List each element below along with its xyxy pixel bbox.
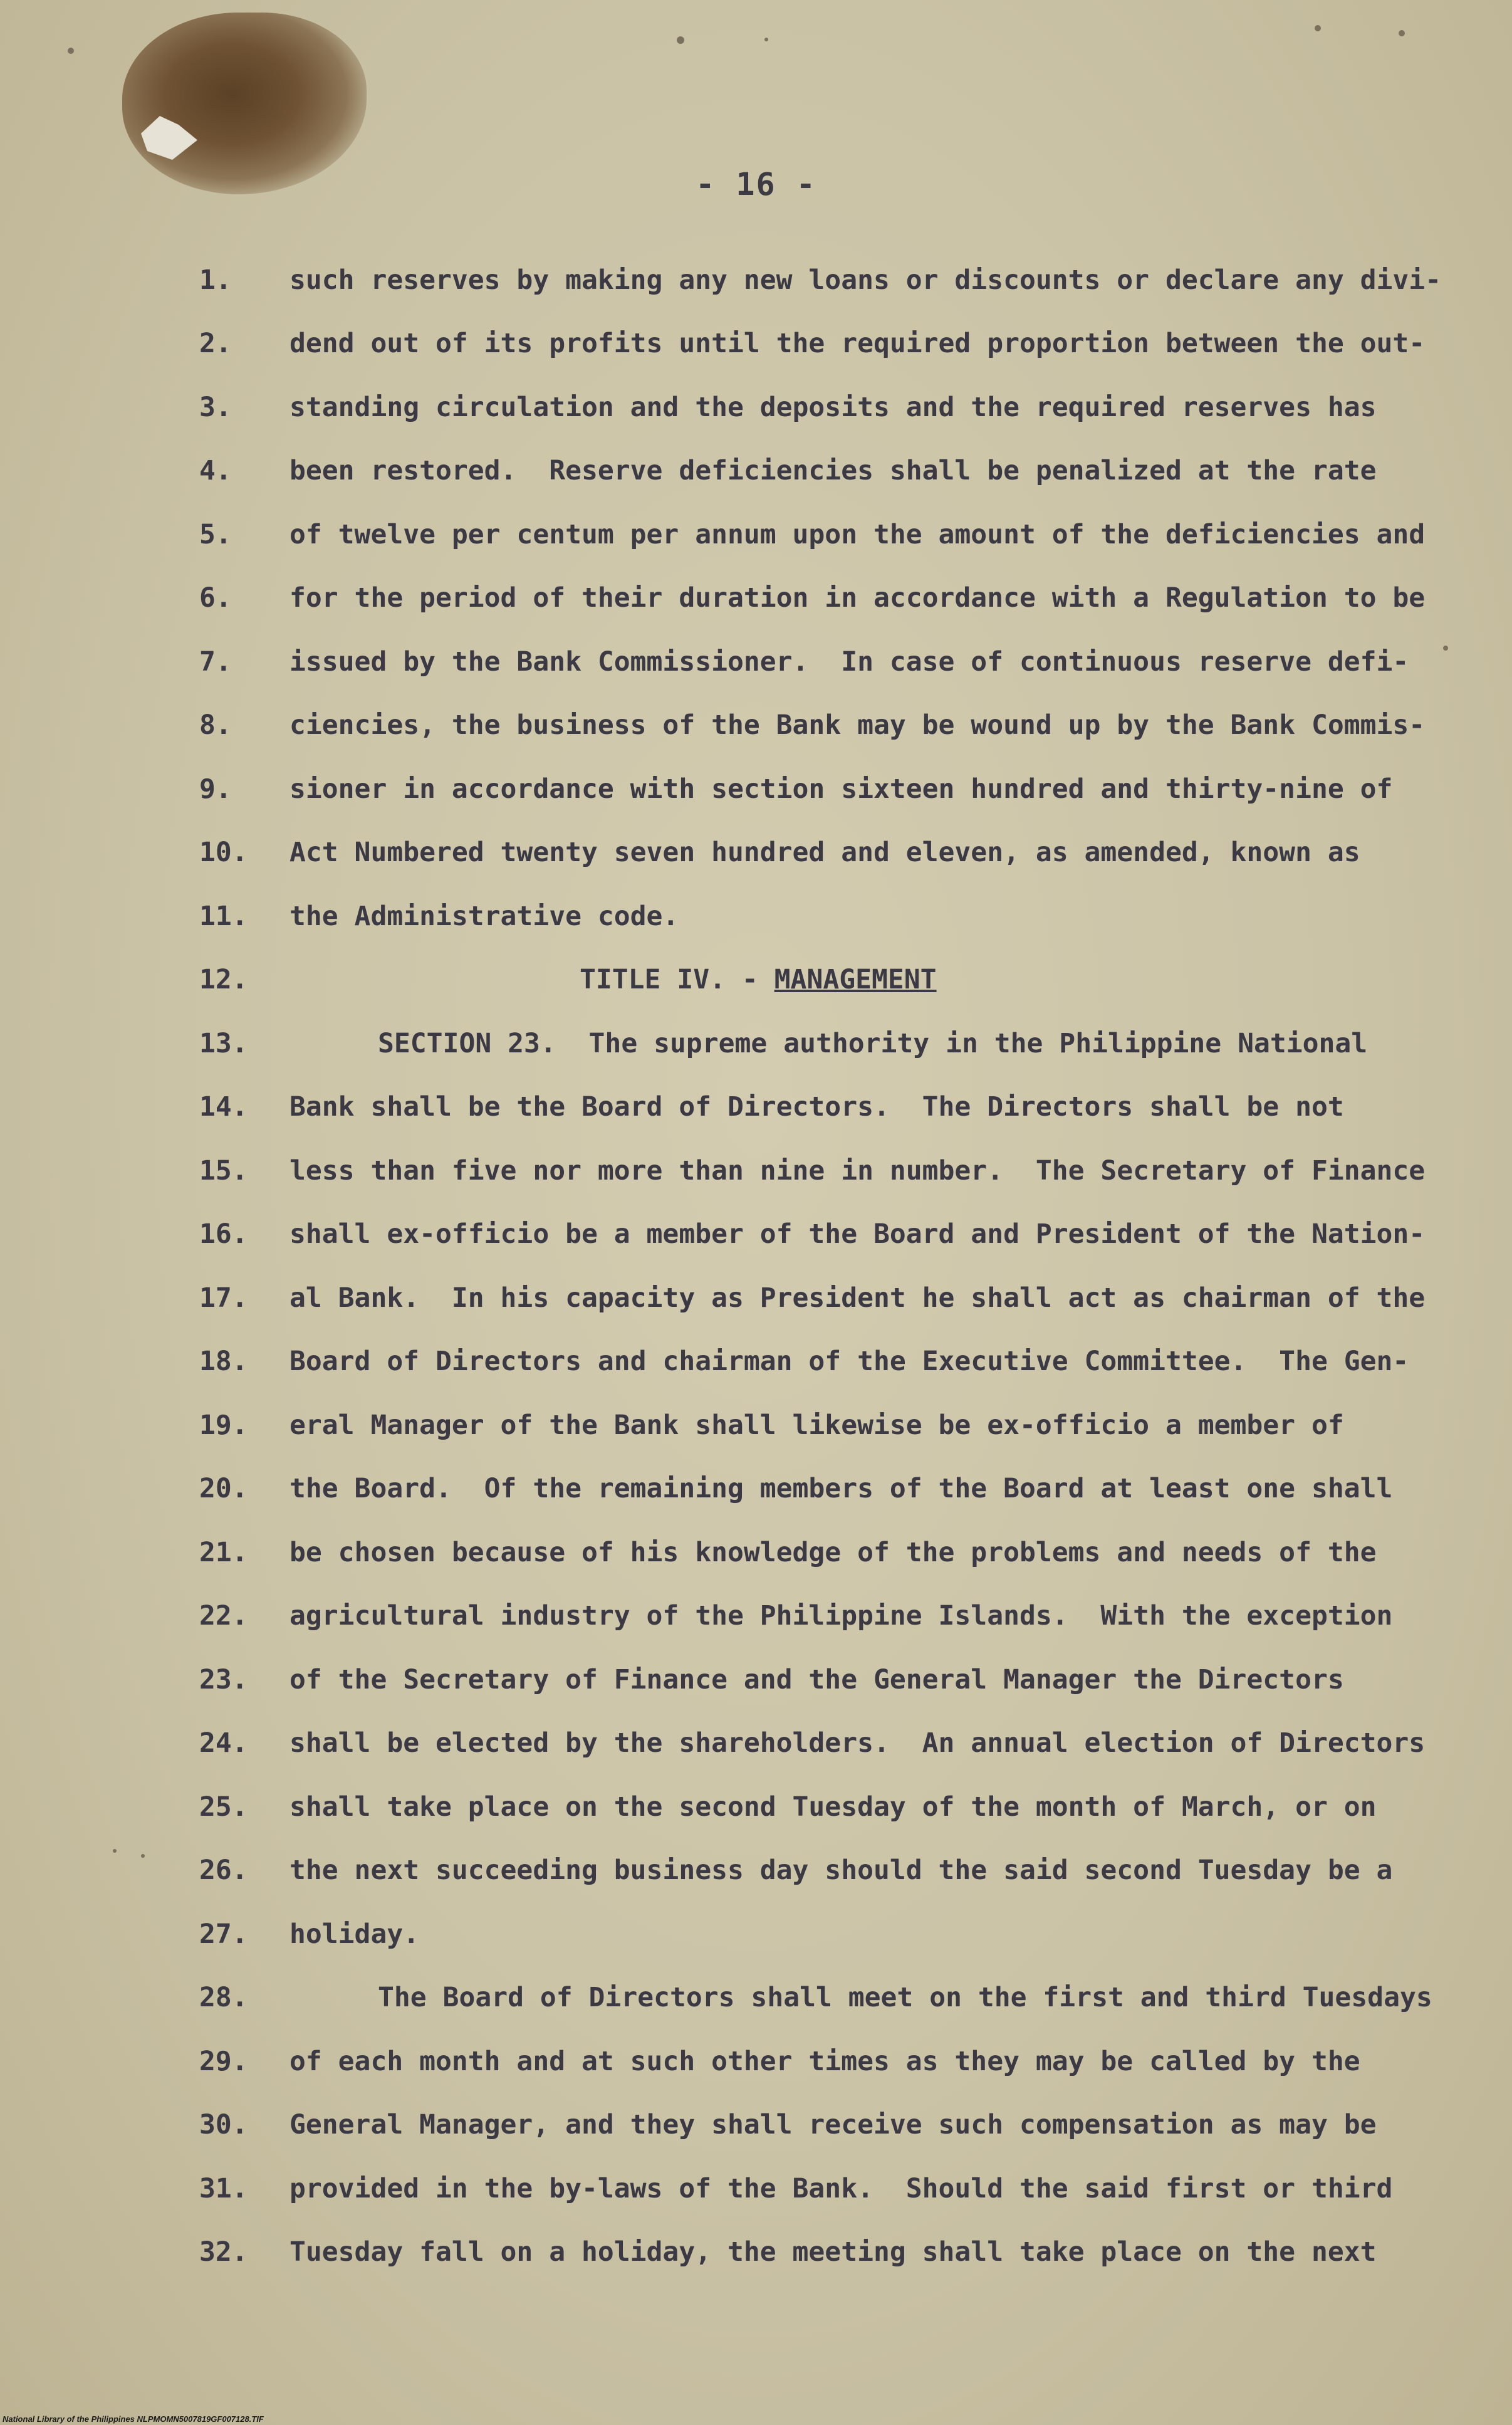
line-text: the Board. Of the remaining members of the Board at least one shall xyxy=(289,1473,1393,1504)
line-text: of each month and at such other times as they may be called by the xyxy=(289,2046,1360,2077)
line-number: 17. xyxy=(199,1282,248,1314)
line-text: General Manager, and they shall receive such compensation as may be xyxy=(289,2109,1377,2140)
line-number: 1. xyxy=(199,264,232,296)
text-line xyxy=(0,2100,1512,2150)
line-number: 20. xyxy=(199,1473,248,1504)
line-number: 8. xyxy=(199,710,232,741)
line-number: 14. xyxy=(199,1091,248,1123)
line-text: less than five nor more than nine in number. The Secretary of Finance xyxy=(289,1155,1426,1186)
speck xyxy=(68,48,74,54)
line-text: provided in the by-laws of the Bank. Should the said first or third xyxy=(289,2173,1393,2204)
text-line xyxy=(0,446,1512,496)
line-text: issued by the Bank Commissioner. In case of continuous reserve defi- xyxy=(289,646,1409,678)
archive-footer: National Library of the Philippines NLPMOMN5007819GF007128.TIF xyxy=(3,2414,264,2424)
line-number: 19. xyxy=(199,1410,248,1441)
line-text: shall be elected by the shareholders. An annual election of Directors xyxy=(289,1727,1426,1759)
line-number: 32. xyxy=(199,2236,248,2268)
line-number: 27. xyxy=(199,1919,248,1950)
line-text: shall take place on the second Tuesday of the month of March, or on xyxy=(289,1791,1377,1823)
line-number: 31. xyxy=(199,2173,248,2204)
line-number: 3. xyxy=(199,392,232,423)
line-number: 5. xyxy=(199,519,232,550)
line-text: The Board of Directors shall meet on the first and third Tuesdays xyxy=(378,1982,1432,2013)
line-number: 2. xyxy=(199,328,232,359)
text-line xyxy=(0,1718,1512,1768)
speck xyxy=(1315,25,1321,31)
line-text: the next succeeding business day should the said second Tuesday be a xyxy=(289,1855,1393,1886)
text-line xyxy=(0,1845,1512,1895)
line-text: Bank shall be the Board of Directors. The Directors shall be not xyxy=(289,1091,1344,1123)
text-line xyxy=(0,1336,1512,1386)
text-line xyxy=(0,1655,1512,1705)
line-number: 24. xyxy=(199,1727,248,1759)
line-text: agricultural industry of the Philippine Islands. With the exception xyxy=(289,1600,1393,1632)
section-title xyxy=(580,955,937,1005)
line-number: 12. xyxy=(199,964,248,995)
line-number: 4. xyxy=(199,455,232,486)
line-number: 13. xyxy=(199,1028,248,1059)
title-prefix: TITLE IV. - xyxy=(580,964,774,995)
line-number: 15. xyxy=(199,1155,248,1186)
line-number: 26. xyxy=(199,1855,248,1886)
text-line xyxy=(0,1909,1512,1959)
line-text: such reserves by making any new loans or discounts or declare any divi- xyxy=(289,264,1442,296)
line-text: be chosen because of his knowledge of the problems and needs of the xyxy=(289,1537,1377,1568)
text-line xyxy=(0,764,1512,814)
line-number: 9. xyxy=(199,773,232,805)
line-text: holiday. xyxy=(289,1919,420,1950)
line-text: Board of Directors and chairman of the Executive Committee. The Gen- xyxy=(289,1346,1409,1377)
line-text: been restored. Reserve deficiencies shall be penalized at the rate xyxy=(289,455,1377,486)
text-line xyxy=(0,573,1512,623)
text-line xyxy=(0,1527,1512,1578)
text-line xyxy=(0,1782,1512,1832)
text-line xyxy=(0,2036,1512,2087)
text-line xyxy=(0,1464,1512,1514)
text-line xyxy=(0,2164,1512,2214)
line-text: for the period of their duration in accordance with a Regulation to be xyxy=(289,582,1426,614)
line-number: 21. xyxy=(199,1537,248,1568)
line-text: Act Numbered twenty seven hundred and eleven, as amended, known as xyxy=(289,837,1360,868)
line-number: 28. xyxy=(199,1982,248,2013)
text-line xyxy=(0,700,1512,750)
title-line xyxy=(0,955,1512,1005)
line-text: of the Secretary of Finance and the General Manager the Directors xyxy=(289,1664,1344,1695)
line-number: 29. xyxy=(199,2046,248,2077)
speck xyxy=(764,38,768,41)
text-line xyxy=(0,1591,1512,1641)
text-line xyxy=(0,510,1512,560)
line-number: 30. xyxy=(199,2109,248,2140)
line-text: SECTION 23. The supreme authority in the Philippine National xyxy=(378,1028,1368,1059)
line-text: shall ex-officio be a member of the Board and President of the Nation- xyxy=(289,1218,1426,1250)
text-line xyxy=(0,318,1512,369)
page-number: - 16 - xyxy=(696,166,816,202)
line-text: standing circulation and the deposits and the required reserves has xyxy=(289,392,1377,423)
text-line xyxy=(0,2227,1512,2277)
line-number: 25. xyxy=(199,1791,248,1823)
text-line xyxy=(0,637,1512,687)
text-line xyxy=(0,1082,1512,1132)
line-number: 11. xyxy=(199,901,248,932)
text-line xyxy=(0,1209,1512,1259)
speck xyxy=(1399,30,1405,36)
line-text: the Administrative code. xyxy=(289,901,679,932)
text-line xyxy=(0,1019,1512,1069)
line-text: ciencies, the business of the Bank may be wound up by the Bank Commis- xyxy=(289,710,1426,741)
title-underlined: MANAGEMENT xyxy=(774,964,937,995)
line-text: al Bank. In his capacity as President he shall act as chairman of the xyxy=(289,1282,1426,1314)
speck xyxy=(677,36,684,44)
line-number: 7. xyxy=(199,646,232,678)
text-line xyxy=(0,827,1512,877)
text-line xyxy=(0,1146,1512,1196)
line-text: dend out of its profits until the required proportion between the out- xyxy=(289,328,1426,359)
text-line xyxy=(0,891,1512,941)
line-number: 22. xyxy=(199,1600,248,1632)
text-line xyxy=(0,255,1512,305)
line-number: 6. xyxy=(199,582,232,614)
text-line xyxy=(0,382,1512,432)
line-text: sioner in accordance with section sixteen hundred and thirty-nine of xyxy=(289,773,1393,805)
line-text: of twelve per centum per annum upon the amount of the deficiencies and xyxy=(289,519,1426,550)
line-number: 10. xyxy=(199,837,248,868)
line-number: 23. xyxy=(199,1664,248,1695)
line-number: 18. xyxy=(199,1346,248,1377)
line-number: 16. xyxy=(199,1218,248,1250)
text-line xyxy=(0,1972,1512,2023)
line-text: eral Manager of the Bank shall likewise be ex-officio a member of xyxy=(289,1410,1344,1441)
text-line xyxy=(0,1400,1512,1450)
text-line xyxy=(0,1273,1512,1323)
line-text: Tuesday fall on a holiday, the meeting shall take place on the next xyxy=(289,2236,1377,2268)
